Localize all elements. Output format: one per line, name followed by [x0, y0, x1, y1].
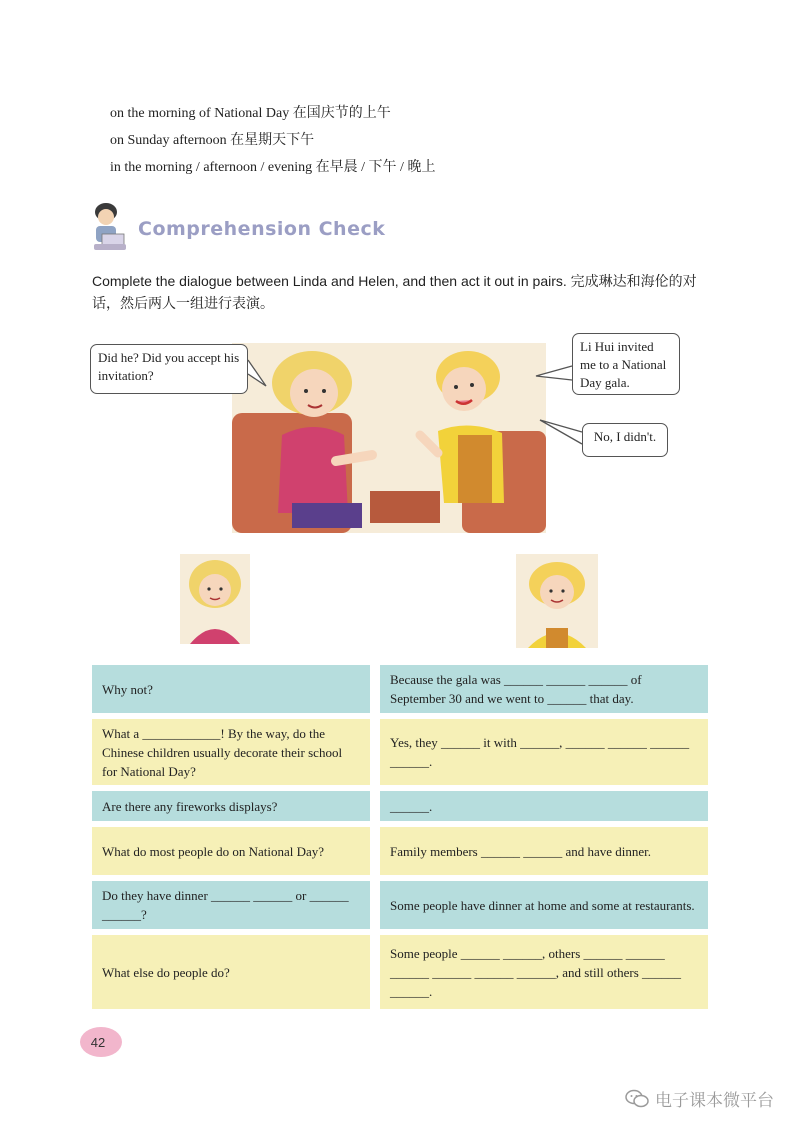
dialogue-helen-line: Yes, they ______ it with ______, ______ ______ ______ ______. [380, 719, 708, 785]
dialogue-linda-line: Why not? [92, 665, 370, 713]
helen-portrait [516, 554, 598, 648]
dialogue-linda-line: What a ____________! By the way, do the Chinese children usually decorate their school for National Day? [92, 719, 370, 785]
speech-tails [0, 0, 800, 500]
watermark [625, 1086, 774, 1111]
dialogue-table [92, 665, 708, 1009]
dialogue-helen-line: Some people ______ ______, others ______ ______ ______ ______ ______ ______, and still others ______ ______. [380, 935, 708, 1009]
dialogue-linda-line: Do they have dinner ______ ______ or ______ ______? [92, 881, 370, 929]
wechat-icon [625, 1089, 649, 1109]
section-title: Comprehension Check [138, 218, 386, 240]
phrase-item: on Sunday afternoon 在星期天下午 [110, 133, 315, 148]
speech-bubble-helen-bottom: No, I didn't. [582, 423, 668, 457]
phrase-item: in the morning / afternoon / evening 在早晨 / 下午 / 晚上 [110, 160, 436, 175]
watermark-text: 电子课本微平台 [655, 1091, 774, 1111]
dialogue-linda-line: What else do people do? [92, 935, 370, 1009]
dialogue-linda-line: Are there any fireworks displays? [92, 791, 370, 821]
instruction-text: Complete the dialogue between Linda and Helen, and then act it out in pairs. 完成琳达和海伦的对话，然后两人一组进行表演。 [92, 273, 697, 311]
phrase-item: on the morning of National Day 在国庆节的上午 [110, 106, 391, 121]
speech-bubble-linda: Did he? Did you accept his invitation? [90, 344, 248, 394]
dialogue-helen-line: Family members ______ ______ and have dinner. [380, 827, 708, 875]
linda-portrait [180, 554, 250, 644]
dialogue-helen-line: Because the gala was ______ ______ ______ of September 30 and we went to ______ that day. [380, 665, 708, 713]
page-number: 42 [80, 1027, 122, 1057]
dialogue-helen-line: Some people have dinner at home and some at restaurants. [380, 881, 708, 929]
speech-bubble-helen-top: Li Hui invited me to a National Day gala. [572, 333, 680, 395]
dialogue-helen-line: ______. [380, 791, 708, 821]
dialogue-linda-line: What do most people do on National Day? [92, 827, 370, 875]
